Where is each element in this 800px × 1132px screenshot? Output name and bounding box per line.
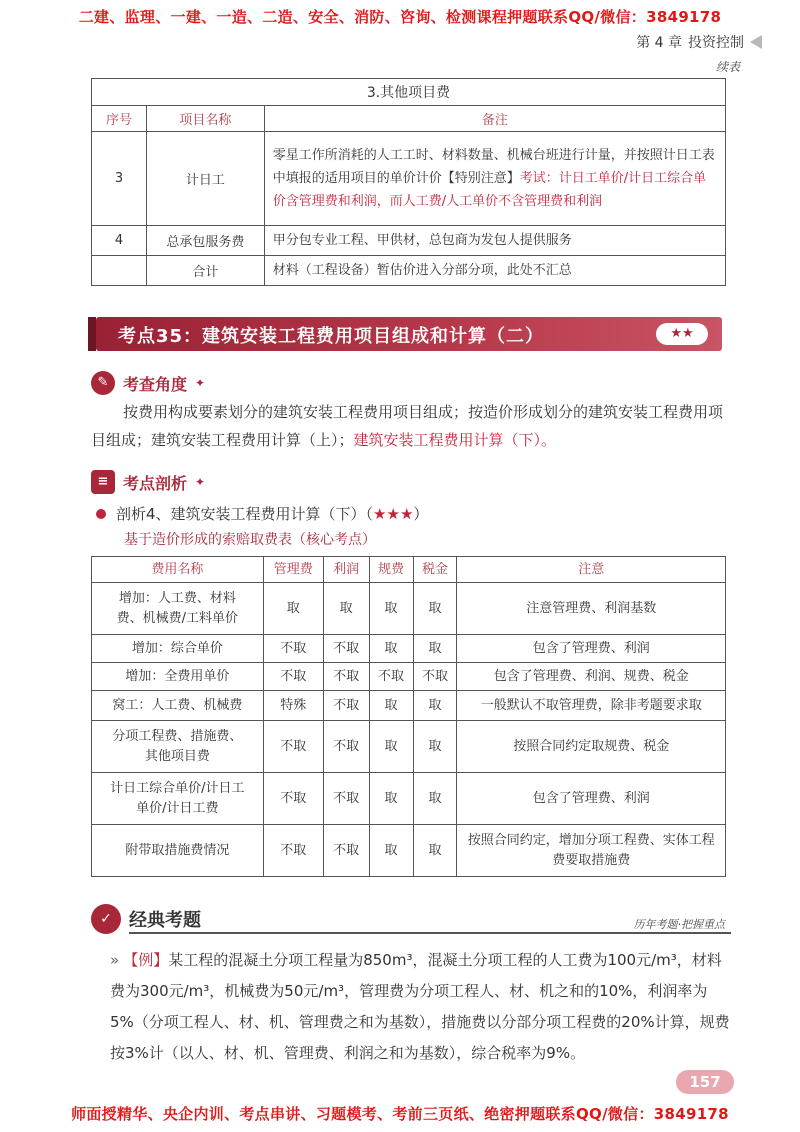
table-row [92, 825, 726, 877]
column-header: 备注 [264, 106, 725, 132]
paragraph-highlight: 建筑安装工程费用计算（下）。 [353, 431, 557, 449]
row-number: 3 [92, 132, 147, 226]
tax-value: 取 [413, 825, 457, 877]
mgmt-value: 不取 [263, 635, 323, 663]
double-arrow-icon: » [110, 951, 120, 969]
list-icon: ≡ [91, 470, 115, 494]
table-row [92, 635, 726, 663]
topic-banner [96, 317, 722, 351]
column-header: 税金 [413, 557, 457, 583]
tax-value: 不取 [413, 663, 457, 691]
column-header: 利润 [323, 557, 369, 583]
chapter-title: 投资控制 [688, 35, 744, 51]
column-header: 项目名称 [146, 106, 264, 132]
fees-value: 取 [369, 773, 413, 825]
fee-name: 分项工程费、措施费、其他项目费 [92, 721, 264, 773]
check-badge-icon: ✓ [91, 904, 121, 934]
table-row [92, 663, 726, 691]
exam-angle-paragraph [91, 398, 731, 454]
mgmt-value: 取 [263, 583, 323, 635]
fees-value: 取 [369, 583, 413, 635]
fee-name: 增加：全费用单价 [92, 663, 264, 691]
profit-value: 不取 [323, 635, 369, 663]
fees-value: 取 [369, 691, 413, 721]
page-number: 157 [676, 1070, 734, 1094]
fees-value: 取 [369, 825, 413, 877]
pencil-icon: ✎ [91, 371, 115, 395]
note-text: 零星工作所消耗的人工工时、材料数量、机械台班进行计量，并按照计日工表中填报的适用项目的单价计价【特别注意】 [272, 148, 715, 186]
row-number: 4 [92, 226, 147, 256]
table-row [92, 691, 726, 721]
project-note: 甲分包专业工程、甲供材，总包商为发包人提供服务 [264, 226, 725, 256]
fee-name: 增加：人工费、材料费、机械费/工料单价 [92, 583, 264, 635]
tax-value: 取 [413, 773, 457, 825]
column-header: 序号 [92, 106, 147, 132]
fees-value: 取 [369, 721, 413, 773]
chapter-header [636, 32, 762, 52]
fee-note: 包含了管理费、利润 [457, 635, 726, 663]
fee-note: 注意管理费、利润基数 [457, 583, 726, 635]
analysis-heading [91, 470, 205, 494]
project-name: 总承包服务费 [146, 226, 264, 256]
table-row [92, 583, 726, 635]
profit-value: 不取 [323, 721, 369, 773]
bullet-text: 剖析4、建筑安装工程费用计算（下）（ [116, 505, 374, 523]
table-row [92, 773, 726, 825]
classic-exam-heading [91, 904, 731, 934]
banner-tab [88, 317, 96, 351]
fee-note: 包含了管理费、利润、规费、税金 [457, 663, 726, 691]
project-name: 计日工 [146, 132, 264, 226]
profit-value: 取 [323, 583, 369, 635]
tax-value: 取 [413, 583, 457, 635]
fee-name: 计日工综合单价/计日工单价/计日工费 [92, 773, 264, 825]
exam-heading-text: 经典考题 [129, 910, 201, 931]
ad-banner-bottom: 师面授精华、央企内训、考点串讲、习题模考、考前三页纸、绝密押题联系QQ/微信：3849178 [71, 1105, 729, 1123]
note-highlight: 考试：计日工单价/计日工综合单价含管理费和利润，而人工费/人工单价不含管理费和利润 [272, 171, 707, 209]
mgmt-value: 不取 [263, 663, 323, 691]
table-row [92, 132, 726, 226]
table-caption: 3.其他项目费 [92, 79, 726, 106]
profit-value: 不取 [323, 825, 369, 877]
continued-label: 续表 [715, 60, 740, 74]
row-number [92, 256, 147, 286]
section-heading-text: 考点剖析 [123, 473, 188, 493]
profit-value: 不取 [323, 691, 369, 721]
fees-value: 取 [369, 635, 413, 663]
tax-value: 取 [413, 721, 457, 773]
heading-underline [129, 932, 731, 934]
fee-name: 附带取措施费情况 [92, 825, 264, 877]
fee-note: 一般默认不取管理费，除非考题要求取 [457, 691, 726, 721]
table-row [92, 256, 726, 286]
example-tag: 【例】 [123, 951, 169, 969]
fee-note: 按照合同约定取规费、税金 [457, 721, 726, 773]
mgmt-value: 不取 [263, 721, 323, 773]
table-row [92, 226, 726, 256]
fee-name: 窝工：人工费、机械费 [92, 691, 264, 721]
bullet-dot-icon [96, 509, 106, 519]
example-text: 某工程的混凝土分项工程量为850m³，混凝土分项工程的人工费为100元/m³，材料费为300元/m³，机械费为50元/m³，管理费为分项工程人、材、机之和的10%，利润率为5%（分项工程人、材、机、管理费之和为基数），措施费以分部分项工程费的20%计算，规费按3%计（以人、材、机、管理费、利润之和为基数），综合税率为9%。 [110, 951, 730, 1062]
chapter-arrow-icon [750, 35, 762, 49]
difficulty-stars: ★★ [656, 323, 708, 345]
analysis-bullet [96, 503, 428, 524]
bullet-close: ） [413, 505, 429, 523]
project-name: 合计 [146, 256, 264, 286]
fee-note: 包含了管理费、利润 [457, 773, 726, 825]
project-note: 材料（工程设备）暂估价进入分部分项，此处不汇总 [264, 256, 725, 286]
project-note [264, 132, 725, 226]
mgmt-value: 不取 [263, 773, 323, 825]
fee-name: 增加：综合单价 [92, 635, 264, 663]
column-header: 费用名称 [92, 557, 264, 583]
fee-note: 按照合同约定，增加分项工程费、实体工程费要取措施费 [457, 825, 726, 877]
column-header: 管理费 [263, 557, 323, 583]
bullet-stars: ★★★ [373, 505, 414, 523]
exam-heading-tagline: 历年考题·把握重点 [633, 918, 725, 931]
sparkle-icon: ✦ [195, 376, 206, 390]
other-project-fees-table [91, 78, 726, 286]
exam-angle-heading [91, 371, 205, 395]
sparkle-icon: ✦ [195, 475, 206, 489]
tax-value: 取 [413, 691, 457, 721]
section-heading-text: 考查角度 [123, 374, 188, 394]
paragraph-text: 按费用构成要素划分的建筑安装工程费用项目组成；按造价形成划分的建筑安装工程费用项目组成；建筑安装工程费用计算（上）； [91, 403, 724, 449]
topic-title: 考点35：建筑安装工程费用项目组成和计算（二） [118, 326, 545, 347]
table-row [92, 721, 726, 773]
profit-value: 不取 [323, 773, 369, 825]
column-header: 注意 [457, 557, 726, 583]
ad-banner-top: 二建、监理、一建、一造、二造、安全、消防、咨询、检测课程押题联系QQ/微信：3849178 [78, 8, 722, 26]
claim-fee-table [91, 556, 726, 877]
profit-value: 不取 [323, 663, 369, 691]
example-question [110, 945, 730, 1069]
fees-value: 不取 [369, 663, 413, 691]
table-subtitle: 基于造价形成的索赔取费表（核心考点） [124, 532, 376, 548]
mgmt-value: 特殊 [263, 691, 323, 721]
column-header: 规费 [369, 557, 413, 583]
chapter-number: 第 4 章 [636, 35, 682, 51]
mgmt-value: 不取 [263, 825, 323, 877]
tax-value: 取 [413, 635, 457, 663]
